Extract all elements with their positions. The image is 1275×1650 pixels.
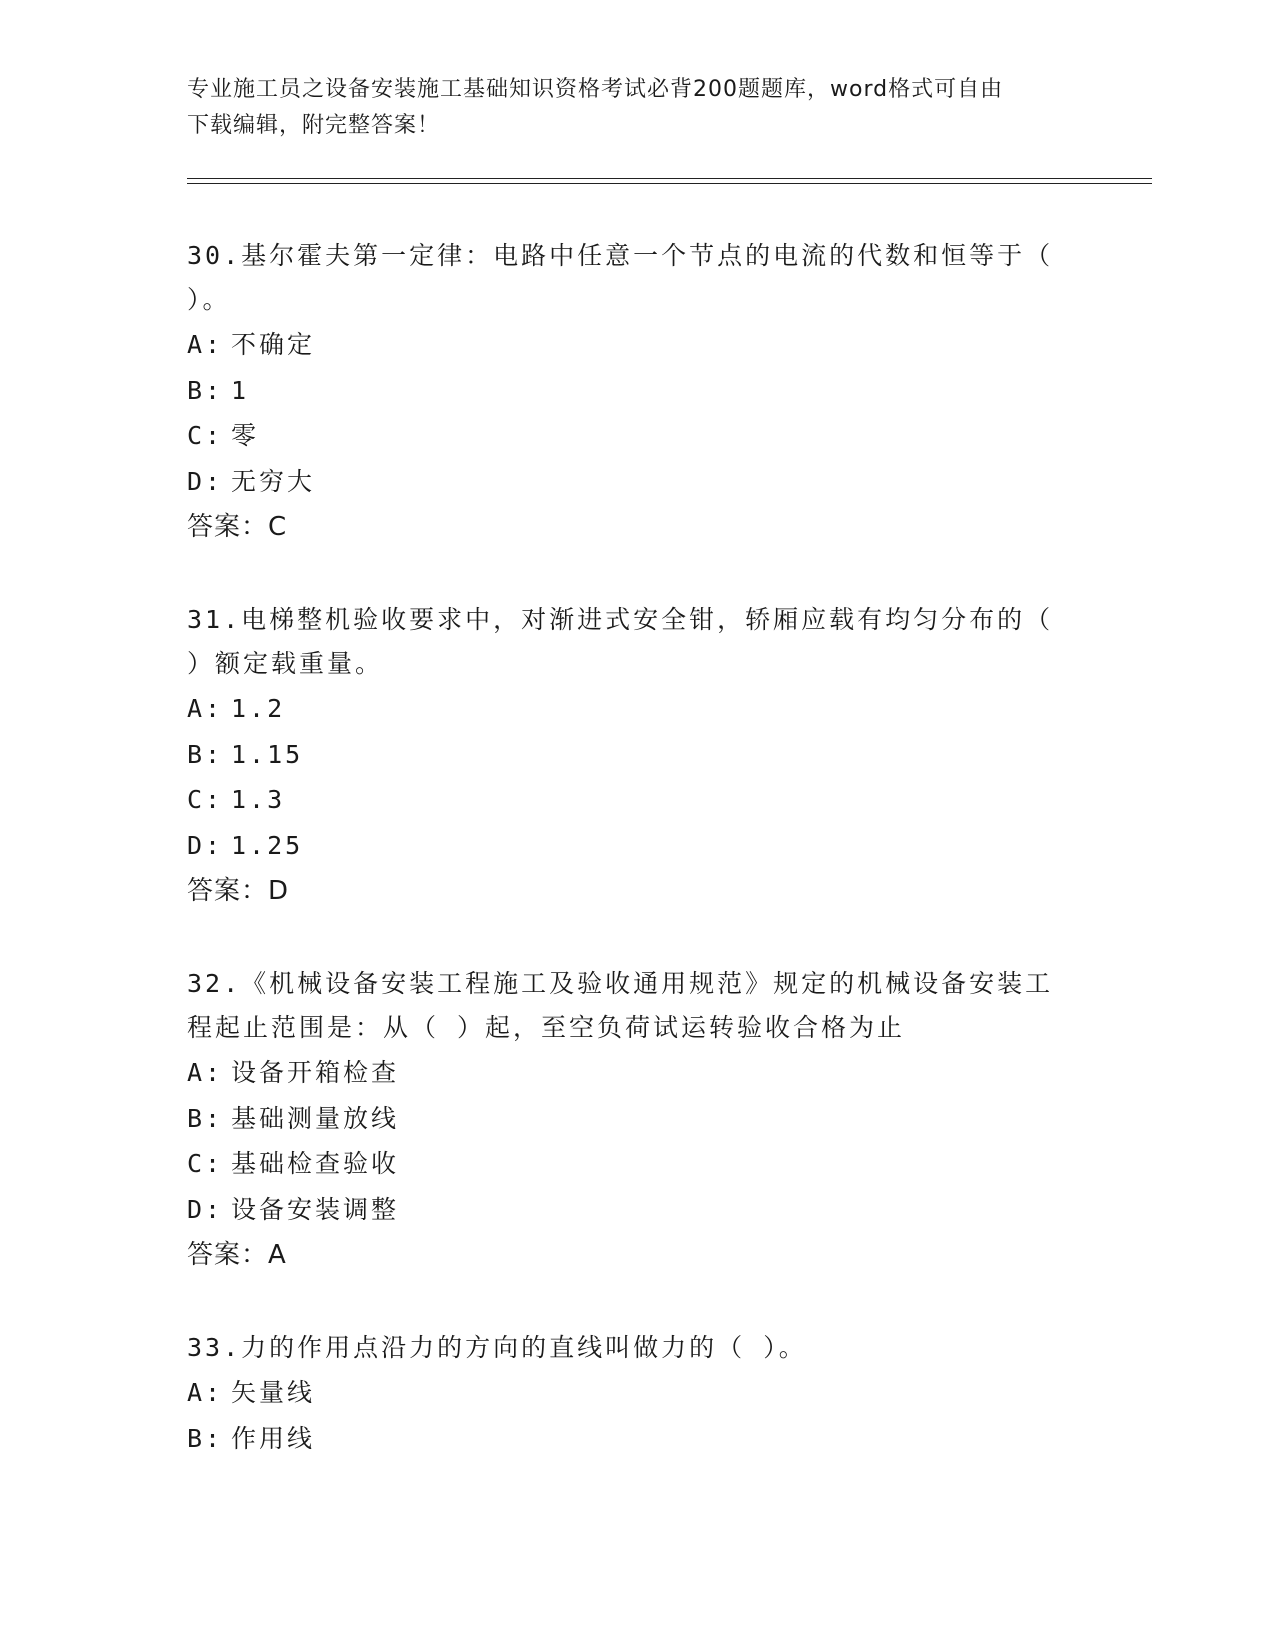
option-a [187, 322, 1087, 368]
question-stem [187, 234, 1087, 322]
option-letter: B: [187, 1103, 224, 1133]
option-letter: A: [187, 1058, 224, 1087]
option-d [187, 1187, 1087, 1233]
question-30 [187, 234, 1087, 550]
option-b [187, 1096, 1087, 1142]
question-stem-line: ）。 [187, 285, 231, 314]
option-letter: B: [187, 739, 224, 769]
header-line-2: 下载编辑，附完整答案！ [187, 113, 441, 138]
option-letter: C: [187, 785, 224, 814]
option-text: 基础测量放线 [231, 1103, 400, 1133]
option-c [187, 1141, 1087, 1187]
question-stem-line: 程起止范围是：从（ ）起，至空负荷试运转验收合格为止 [187, 1013, 906, 1042]
question-stem-line: 32.《机械设备安装工程施工及验收通用规范》规定的机械设备安装工 [187, 969, 1054, 998]
option-b [187, 732, 1087, 778]
option-letter: D: [187, 466, 224, 496]
header-divider-bottom [187, 183, 1152, 184]
option-text: 1.2 [231, 694, 286, 723]
option-text: 1.3 [231, 785, 286, 814]
option-letter: D: [187, 830, 224, 860]
option-text: 作用线 [231, 1423, 316, 1453]
option-text: 1 [231, 375, 250, 405]
question-31 [187, 598, 1087, 914]
option-b [187, 368, 1087, 414]
answer-line: 答案：C [187, 512, 288, 542]
option-text: 无穷大 [231, 466, 316, 496]
question-33 [187, 1326, 1087, 1461]
question-stem-line: 33.力的作用点沿力的方向的直线叫做力的（ ）。 [187, 1333, 807, 1362]
option-text: 零 [231, 421, 260, 450]
option-letter: A: [187, 1378, 224, 1407]
option-letter: C: [187, 1149, 224, 1178]
option-text: 1.25 [231, 830, 304, 860]
option-c [187, 413, 1087, 459]
option-text: 矢量线 [231, 1378, 316, 1407]
option-text: 不确定 [231, 330, 316, 359]
document-header [187, 72, 1087, 144]
option-letter: C: [187, 421, 224, 450]
option-text: 基础检查验收 [231, 1149, 400, 1178]
option-d [187, 459, 1087, 505]
question-stem-line: 31.电梯整机验收要求中，对渐进式安全钳，轿厢应载有均匀分布的（ [187, 605, 1054, 634]
header-line-1: 专业施工员之设备安装施工基础知识资格考试必背200题题库，word格式可自由 [187, 77, 1004, 102]
option-letter: A: [187, 694, 224, 723]
question-stem-line: ）额定载重量。 [187, 649, 384, 678]
option-c [187, 777, 1087, 823]
answer-line: 答案：D [187, 876, 290, 906]
option-a [187, 1370, 1087, 1416]
question-stem [187, 1326, 1087, 1370]
option-a [187, 686, 1087, 732]
option-text: 1.15 [231, 739, 304, 769]
question-stem [187, 962, 1087, 1050]
question-32 [187, 962, 1087, 1278]
option-letter: B: [187, 1423, 224, 1453]
option-letter: D: [187, 1194, 224, 1224]
answer-line: 答案：A [187, 1240, 287, 1270]
option-text: 设备安装调整 [231, 1194, 400, 1224]
option-text: 设备开箱检查 [231, 1058, 400, 1087]
question-stem-line: 30.基尔霍夫第一定律：电路中任意一个节点的电流的代数和恒等于（ [187, 241, 1054, 270]
header-divider-top [187, 178, 1152, 179]
option-d [187, 823, 1087, 869]
question-stem [187, 598, 1087, 686]
option-a [187, 1050, 1087, 1096]
option-b [187, 1416, 1087, 1462]
option-letter: A: [187, 330, 224, 359]
option-letter: B: [187, 375, 224, 405]
